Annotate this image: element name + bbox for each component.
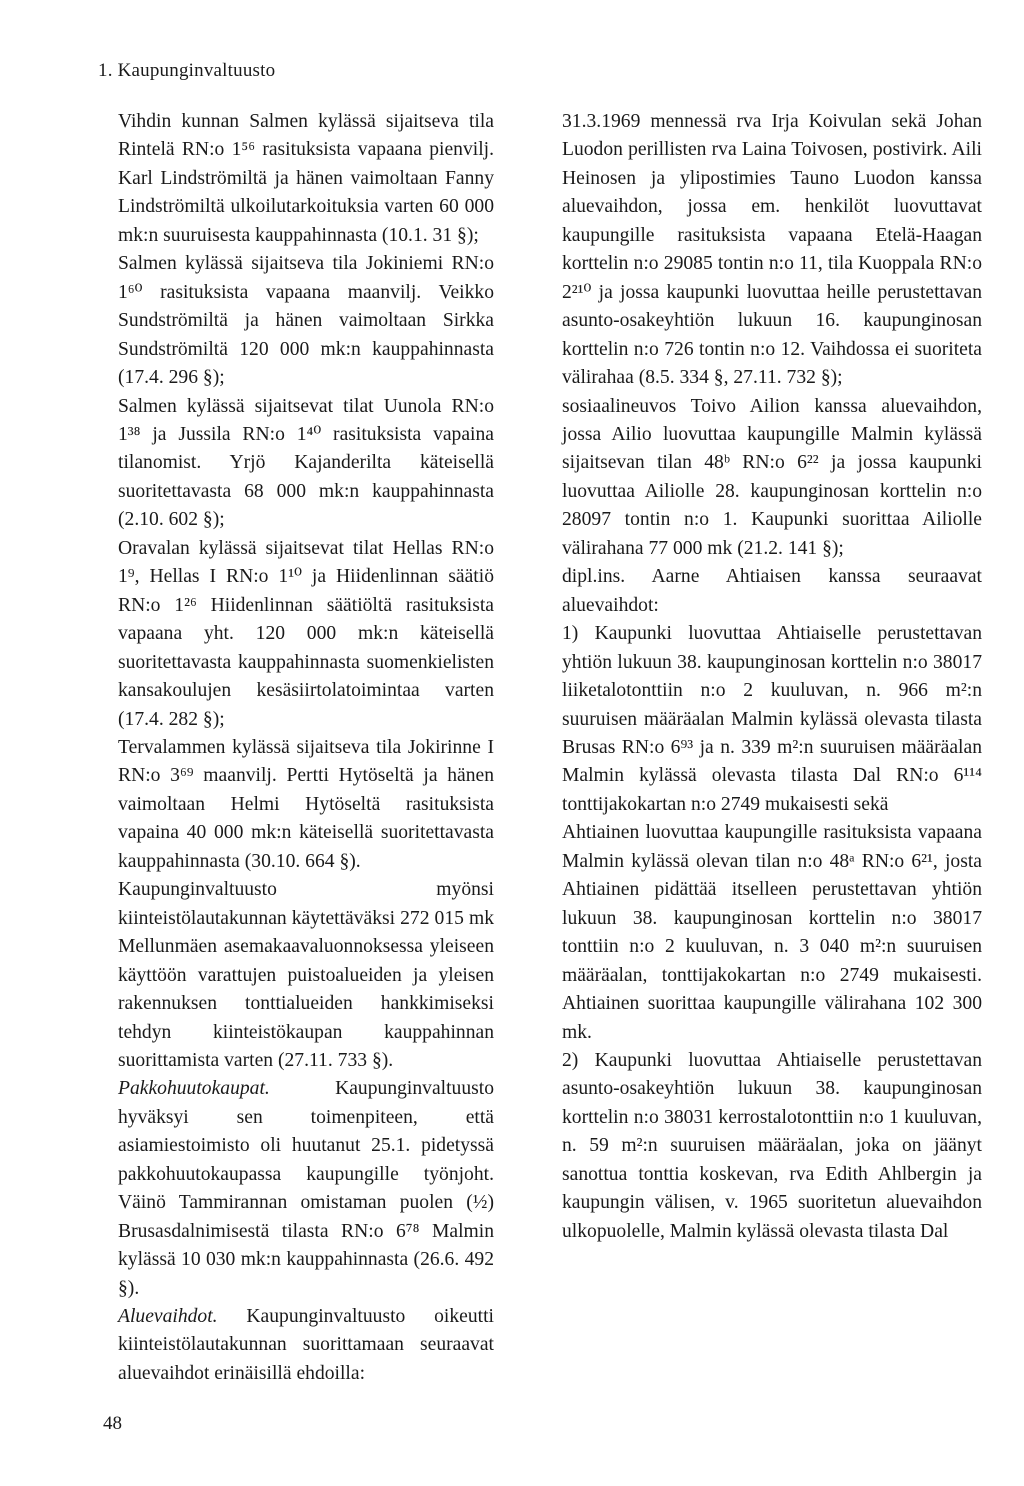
paragraph: Salmen kylässä sijaitsevat tilat Uunola RN:o 1³⁸ ja Jussila RN:o 1⁴⁰ rasituksista vapaina tilanomist. Yrjö Kajanderilta käteisellä suoritettavasta 68 000 mk:n kauppahinnasta (2.10. 602 §);	[118, 395, 494, 531]
section-heading: Pakkohuutokaupat.	[118, 1078, 270, 1100]
running-head: 1. Kaupunginvaltuusto	[98, 60, 276, 81]
paragraph-text: Kaupunginvaltuusto oikeutti kiinteistölautakunnan suorittamaan seuraavat aluevaihdot erinäisillä ehdoilla:	[118, 1306, 494, 1384]
right-column	[562, 108, 982, 1246]
section-heading: Aluevaihdot.	[118, 1306, 218, 1328]
paragraph: Ahtiainen luovuttaa kaupungille rasituksista vapaana Malmin kylässä olevan tilan n:o 48ᵃ RN:o 6²¹, josta Ahtiainen pidättää itselleen perustettavan yhtiön lukuun 38. kaupunginosan korttelin n:o 38017 tonttiin n:o 2 kuuluvan, n. 3 040 m²:n suuruisen määräalan, tonttijakokartan n:o 2749 mukaisesti. Ahtiainen suorittaa kaupungille välirahana 102 300 mk.	[562, 822, 982, 1043]
paragraph: Oravalan kylässä sijaitsevat tilat Hellas RN:o 1⁹, Hellas I RN:o 1¹⁰ ja Hiidenlinnan säätiö RN:o 1²⁶ Hiidenlinnan säätiöltä rasituksista vapaana yht. 120 000 mk:n käteisellä suoritettavasta kauppahinnasta suomenkielisten kansakoulujen kesäsiirtolatoimintaa varten (17.4. 282 §);	[118, 537, 494, 730]
paragraph	[118, 1075, 494, 1303]
paragraph: Kaupunginvaltuusto myönsi kiinteistölautakunnan käytettäväksi 272 015 mk Mellunmäen asemakaavaluonnoksessa yleiseen käyttöön varattujen puistoalueiden ja yleisen rakennuksen tonttialueiden hankkimiseksi tehdyn kiinteistökaupan kauppahinnan suorittamista varten (27.11. 733 §).	[118, 879, 494, 1071]
left-column	[118, 108, 494, 1388]
paragraph: Salmen kylässä sijaitseva tila Jokiniemi RN:o 1⁶⁰ rasituksista vapaana maanvilj. Veikko Sundströmiltä ja hänen vaimoltaan Sirkka Sundströmiltä 120 000 mk:n kauppahinnasta (17.4. 296 §);	[118, 253, 494, 389]
page-number: 48	[103, 1413, 122, 1434]
paragraph: 2) Kaupunki luovuttaa Ahtiaiselle perustettavan asunto-osakeyhtiön lukuun 38. kaupunginosan korttelin n:o 38031 kerrostalotonttiin n:o 1 kuuluvan, n. 59 m²:n suuruisen määräalan, joka on jäänyt sanottua tonttia koskevan, rva Edith Ahlbergin ja kaupungin välisen, v. 1965 suoritetun aluevaihdon ulkopuolelle, Malmin kylässä olevasta tilasta Dal	[562, 1049, 982, 1242]
paragraph: 1) Kaupunki luovuttaa Ahtiaiselle perustettavan yhtiön lukuun 38. kaupunginosan korttelin n:o 38017 liiketalotonttiin n:o 2 kuuluvan, n. 966 m²:n suuruisen määräalan Malmin kylässä olevasta tilasta Brusas RN:o 6⁹³ ja n. 339 m²:n suuruisen määräalan Malmin kylässä olevasta tilasta Dal RN:o 6¹¹⁴ tonttijakokartan n:o 2749 mukaisesti sekä	[562, 623, 982, 815]
paragraph: Vihdin kunnan Salmen kylässä sijaitseva tila Rintelä RN:o 1⁵⁶ rasituksista vapaana pienvilj. Karl Lindströmiltä ja hänen vaimoltaan Fanny Lindströmiltä ulkoilutarkoituksia varten 60 000 mk:n suuruisesta kauppahinnasta (10.1. 31 §);	[118, 111, 494, 246]
paragraph: 31.3.1969 mennessä rva Irja Koivulan sekä Johan Luodon perillisten rva Laina Toivosen, postivirk. Aili Heinosen ja ylipostimies Tauno Luodon kanssa aluevaihdon, jossa em. henkilöt luovuttavat kaupungille rasituksista vapaana Etelä-Haagan korttelin n:o 29085 tontin n:o 11, tila Kuoppala RN:o 2²¹⁰ ja jossa kaupunki luovuttaa heille perustettavan asunto-osakeyhtiön lukuun 16. kaupunginosan korttelin n:o 726 tontin n:o 12. Vaihdossa ei suoriteta välirahaa (8.5. 334 §, 27.11. 732 §);	[562, 111, 982, 389]
paragraph	[118, 1303, 494, 1388]
paragraph: dipl.ins. Aarne Ahtiaisen kanssa seuraavat aluevaihdot:	[562, 566, 982, 616]
paragraph: Tervalammen kylässä sijaitseva tila Jokirinne I RN:o 3⁶⁹ maanvilj. Pertti Hytöseltä ja hänen vaimoltaan Helmi Hytöseltä rasituksista vapaina 40 000 mk:n käteisellä suoritettavasta kauppahinnasta (30.10. 664 §).	[118, 736, 494, 872]
paragraph-text: Kaupunginvaltuusto hyväksyi sen toimenpiteen, että asiamiestoimisto oli huutanut 25.1. pidetyssä pakkohuutokaupassa kaupungille työnjoht. Väinö Tammirannan omistaman puolen (½) Brusasdalnimisestä tilasta RN:o 6⁷⁸ Malmin kylässä 10 030 mk:n kauppahinnasta (26.6. 492 §).	[118, 1078, 494, 1299]
paragraph: sosiaalineuvos Toivo Ailion kanssa aluevaihdon, jossa Ailio luovuttaa kaupungille Malmin kylässä sijaitsevan tilan 48ᵇ RN:o 6²² ja jossa kaupunki luovuttaa Ailiolle 28. kaupunginosan korttelin n:o 28097 tontin n:o 1. Kaupunki suorittaa Ailiolle välirahana 77 000 mk (21.2. 141 §);	[562, 395, 982, 559]
